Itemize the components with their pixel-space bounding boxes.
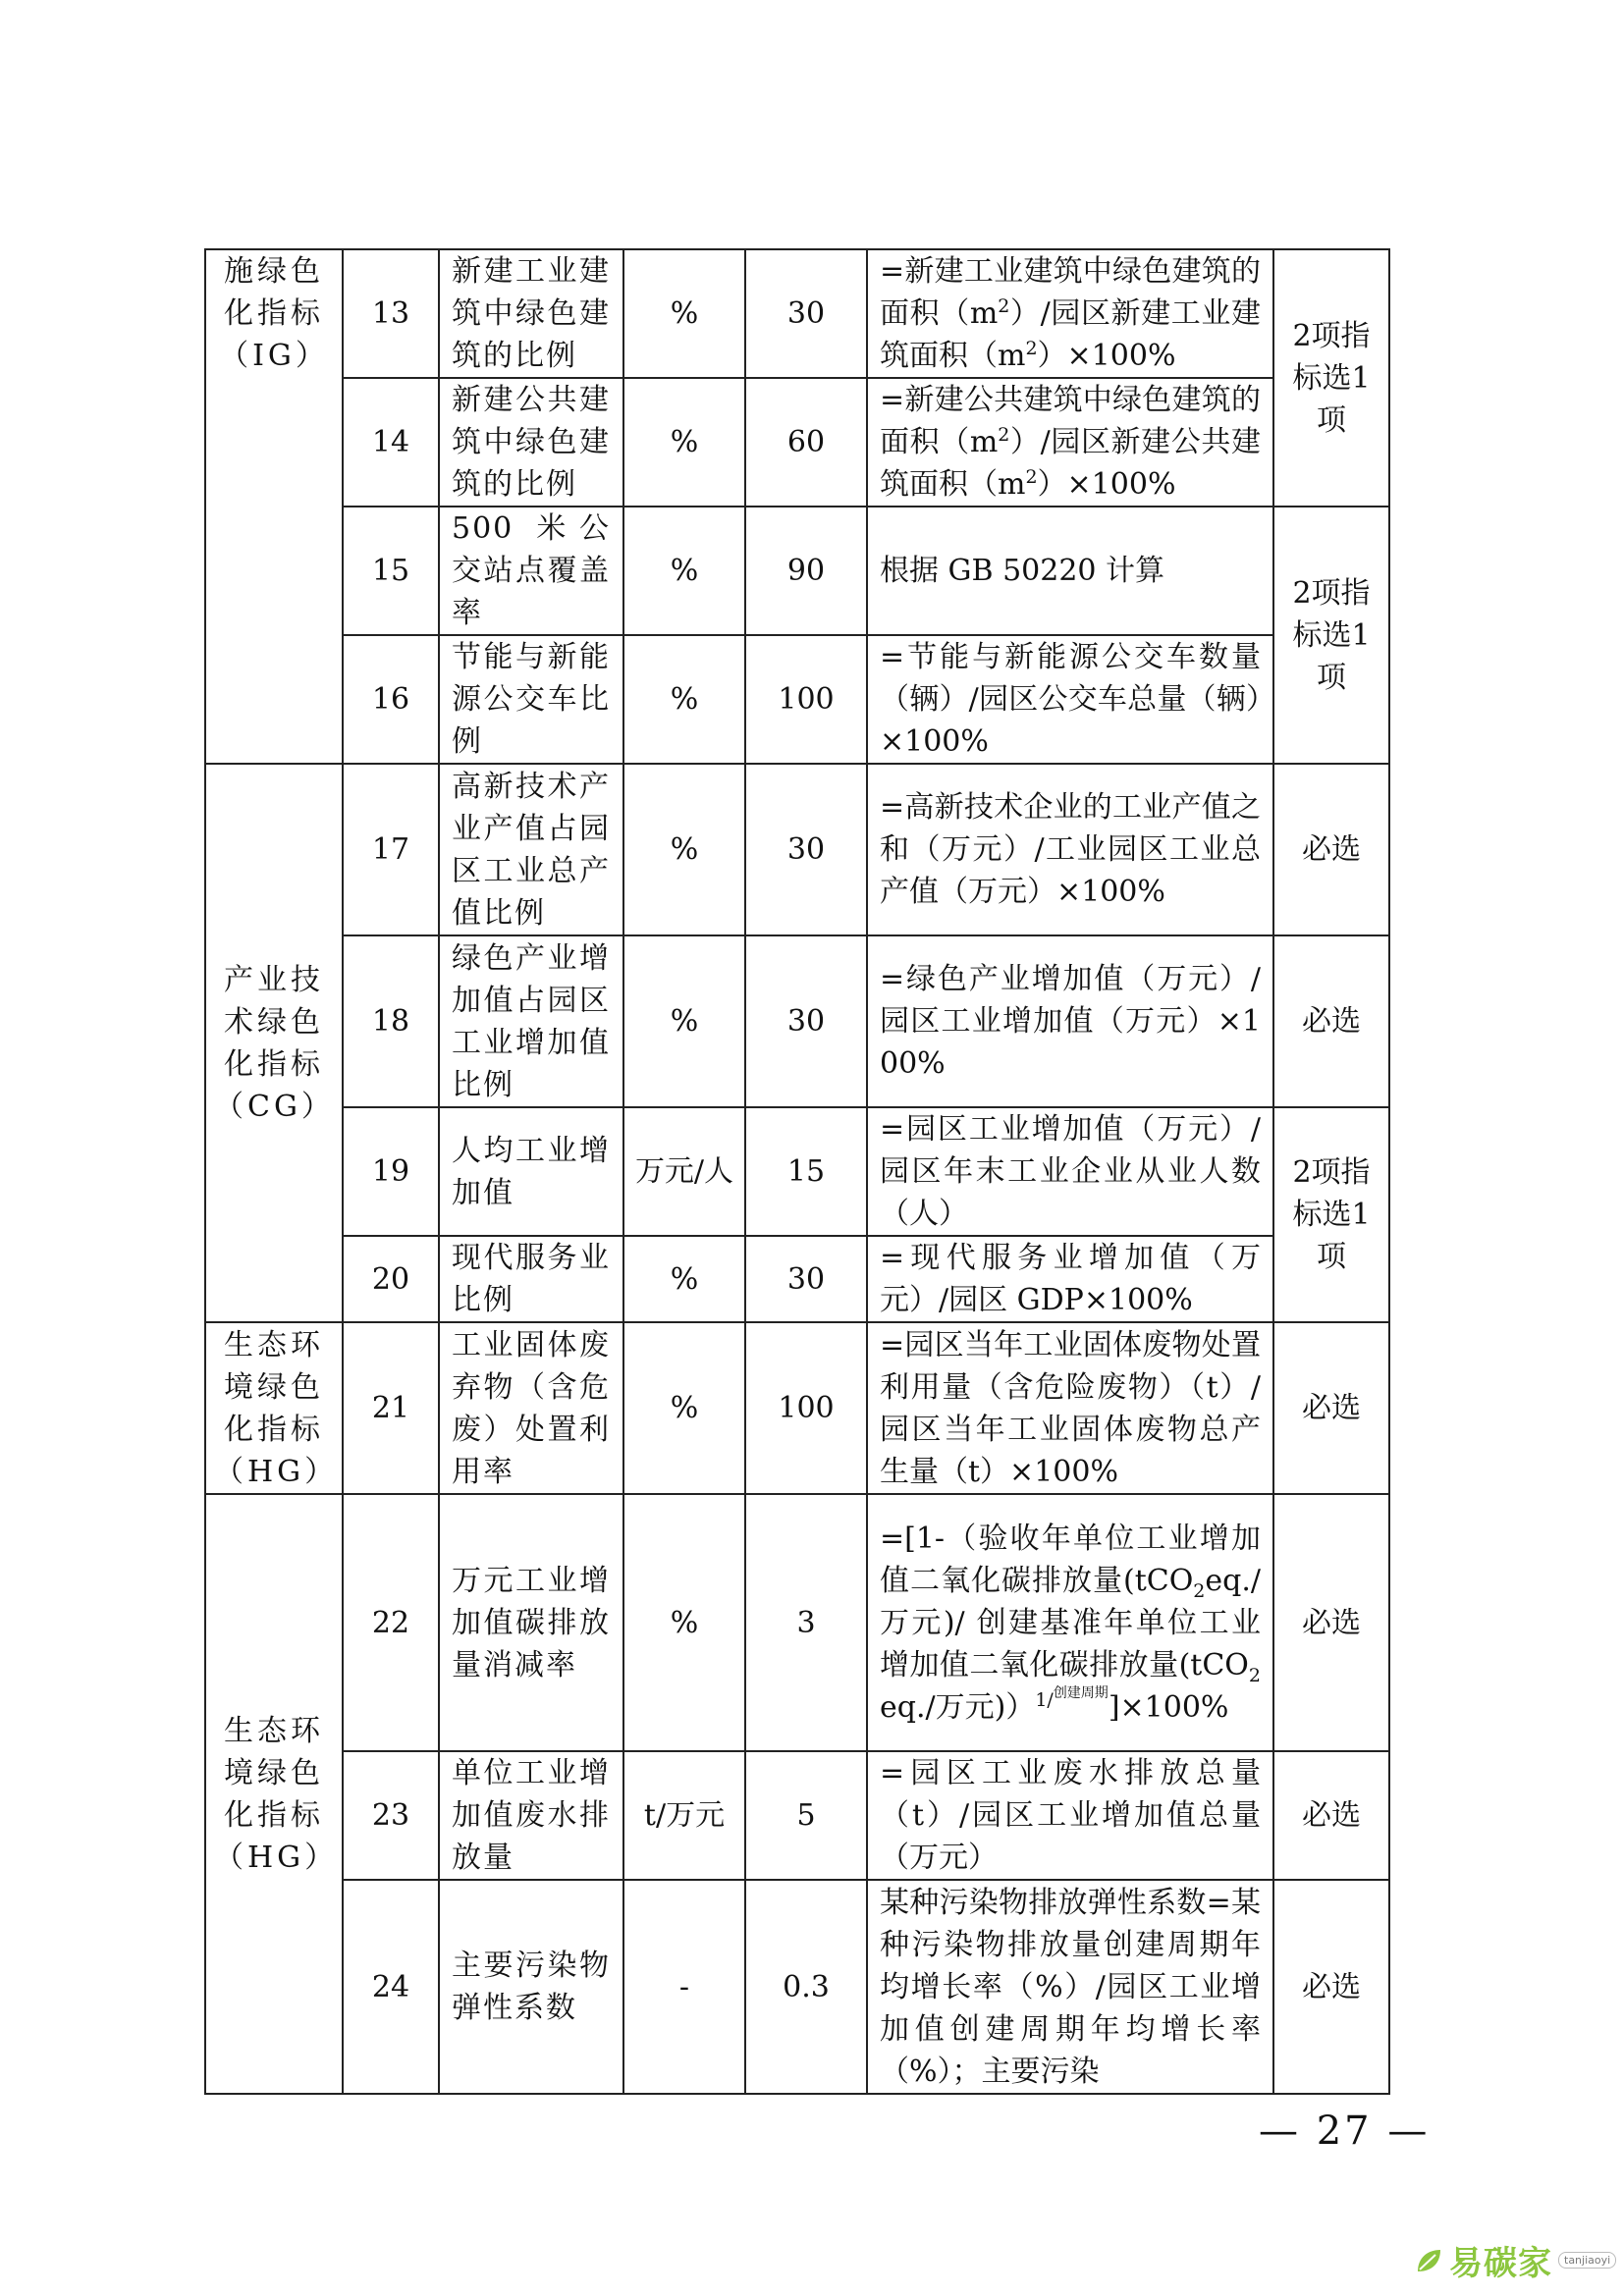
unit-cell: % — [623, 1494, 745, 1751]
target-value: 0.3 — [745, 1880, 867, 2094]
unit-cell: % — [623, 1236, 745, 1322]
table-row — [205, 1880, 1389, 2094]
target-value: 15 — [745, 1107, 867, 1236]
selection-cell: 必选 — [1273, 1322, 1389, 1494]
unit-cell: % — [623, 249, 745, 378]
watermark-brand: 易碳家 — [1449, 2244, 1552, 2283]
selection-cell: 必选 — [1273, 764, 1389, 935]
table-row — [205, 1751, 1389, 1880]
selection-cell: 必选 — [1273, 1880, 1389, 2094]
formula-cell: =园区工业废水排放总量（t）/园区工业增加值总量（万元） — [867, 1751, 1273, 1880]
row-number: 18 — [343, 935, 439, 1107]
target-value: 100 — [745, 635, 867, 764]
indicator-name: 工业固体废弃物（含危废）处置利用率 — [439, 1322, 623, 1494]
unit-cell: % — [623, 935, 745, 1107]
row-number: 17 — [343, 764, 439, 935]
indicator-name: 现代服务业比例 — [439, 1236, 623, 1322]
row-number: 24 — [343, 1880, 439, 2094]
target-value: 30 — [745, 1236, 867, 1322]
indicator-name: 新建公共建筑中绿色建筑的比例 — [439, 378, 623, 507]
selection-cell: 必选 — [1273, 1494, 1389, 1751]
table-row — [205, 1494, 1389, 1751]
unit-cell: % — [623, 1322, 745, 1494]
row-number: 16 — [343, 635, 439, 764]
indicator-name: 500 米公交站点覆盖率 — [439, 507, 623, 635]
row-number: 15 — [343, 507, 439, 635]
selection-cell: 2项指标选1项 — [1273, 1107, 1389, 1322]
selection-cell: 必选 — [1273, 935, 1389, 1107]
target-value: 30 — [745, 764, 867, 935]
target-value: 90 — [745, 507, 867, 635]
unit-cell: - — [623, 1880, 745, 2094]
indicator-name: 节能与新能源公交车比例 — [439, 635, 623, 764]
watermark-logo — [1414, 2236, 1616, 2284]
category-cell: 生态环境绿色化指标（HG） — [205, 1494, 343, 2094]
row-number: 19 — [343, 1107, 439, 1236]
formula-cell: =园区当年工业固体废物处置利用量（含危险废物）（t）/园区当年工业固体废物总产生量（t）×100% — [867, 1322, 1273, 1494]
category-cell: 施绿色化指标（IG） — [205, 249, 343, 764]
unit-cell: % — [623, 507, 745, 635]
formula-cell: =绿色产业增加值（万元）/园区工业增加值（万元）×100% — [867, 935, 1273, 1107]
target-value: 100 — [745, 1322, 867, 1494]
formula-cell: 某种污染物排放弹性系数=某种污染物排放量创建周期年均增长率（%）/园区工业增加值创建周期年均增长率（%）；主要污染 — [867, 1880, 1273, 2094]
row-number: 13 — [343, 249, 439, 378]
formula-cell: =高新技术企业的工业产值之和（万元）/工业园区工业总产值（万元）×100% — [867, 764, 1273, 935]
formula-cell: =节能与新能源公交车数量（辆）/园区公交车总量（辆）×100% — [867, 635, 1273, 764]
row-number: 20 — [343, 1236, 439, 1322]
unit-cell: % — [623, 635, 745, 764]
unit-cell: 万元/人 — [623, 1107, 745, 1236]
table-row — [205, 507, 1389, 635]
unit-cell: t/万元 — [623, 1751, 745, 1880]
leaf-icon — [1414, 2246, 1443, 2275]
formula-cell: =现代服务业增加值（万元）/园区 GDP×100% — [867, 1236, 1273, 1322]
row-number: 21 — [343, 1322, 439, 1494]
unit-cell: % — [623, 764, 745, 935]
indicator-name: 新建工业建筑中绿色建筑的比例 — [439, 249, 623, 378]
indicator-name: 单位工业增加值废水排放量 — [439, 1751, 623, 1880]
formula-cell: =园区工业增加值（万元）/园区年末工业企业从业人数（人） — [867, 1107, 1273, 1236]
table-row — [205, 1322, 1389, 1494]
watermark-domain: tanjiaoyi — [1558, 2252, 1616, 2269]
selection-cell: 2项指标选1项 — [1273, 249, 1389, 507]
formula-cell: 根据 GB 50220 计算 — [867, 507, 1273, 635]
indicator-name: 主要污染物弹性系数 — [439, 1880, 623, 2094]
row-number: 22 — [343, 1494, 439, 1751]
indicator-name: 人均工业增加值 — [439, 1107, 623, 1236]
formula-cell: =新建工业建筑中绿色建筑的面积$(m^2)/$园区新建工业建筑面积$(m^2)\times 100\%$ — [867, 249, 1273, 378]
target-value: 3 — [745, 1494, 867, 1751]
formula-cell: =[1-（验收年单位工业增加值二氧化碳排放量(tCO$_2$eq./万元)/ 创建基准年单位工业增加值二氧化碳排放量(tCO$_2$eq./万元)）$^{1/创建周期}$]×100% — [867, 1494, 1273, 1751]
row-number: 23 — [343, 1751, 439, 1880]
selection-cell: 必选 — [1273, 1751, 1389, 1880]
indicator-name: 绿色产业增加值占园区工业增加值比例 — [439, 935, 623, 1107]
target-value: 5 — [745, 1751, 867, 1880]
row-number: 14 — [343, 378, 439, 507]
target-value: 30 — [745, 935, 867, 1107]
unit-cell: % — [623, 378, 745, 507]
table-row — [205, 764, 1389, 935]
table-row — [205, 1107, 1389, 1236]
selection-cell: 2项指标选1项 — [1273, 507, 1389, 764]
formula-cell: =新建公共建筑中绿色建筑的面积$(m^2)/$园区新建公共建筑面积$(m^2)\times 100\%$ — [867, 378, 1273, 507]
table-row — [205, 935, 1389, 1107]
target-value: 30 — [745, 249, 867, 378]
table-row — [205, 635, 1389, 764]
indicator-table — [204, 248, 1390, 2095]
table-row — [205, 249, 1389, 378]
category-cell: 产业技术绿色化指标（CG） — [205, 764, 343, 1322]
table-row — [205, 1236, 1389, 1322]
category-cell: 生态环境绿色化指标（HG） — [205, 1322, 343, 1494]
target-value: 60 — [745, 378, 867, 507]
indicator-name: 万元工业增加值碳排放量消减率 — [439, 1494, 623, 1751]
table-row — [205, 378, 1389, 507]
page-number: — 27 — — [1259, 2109, 1431, 2154]
indicator-name: 高新技术产业产值占园区工业总产值比例 — [439, 764, 623, 935]
